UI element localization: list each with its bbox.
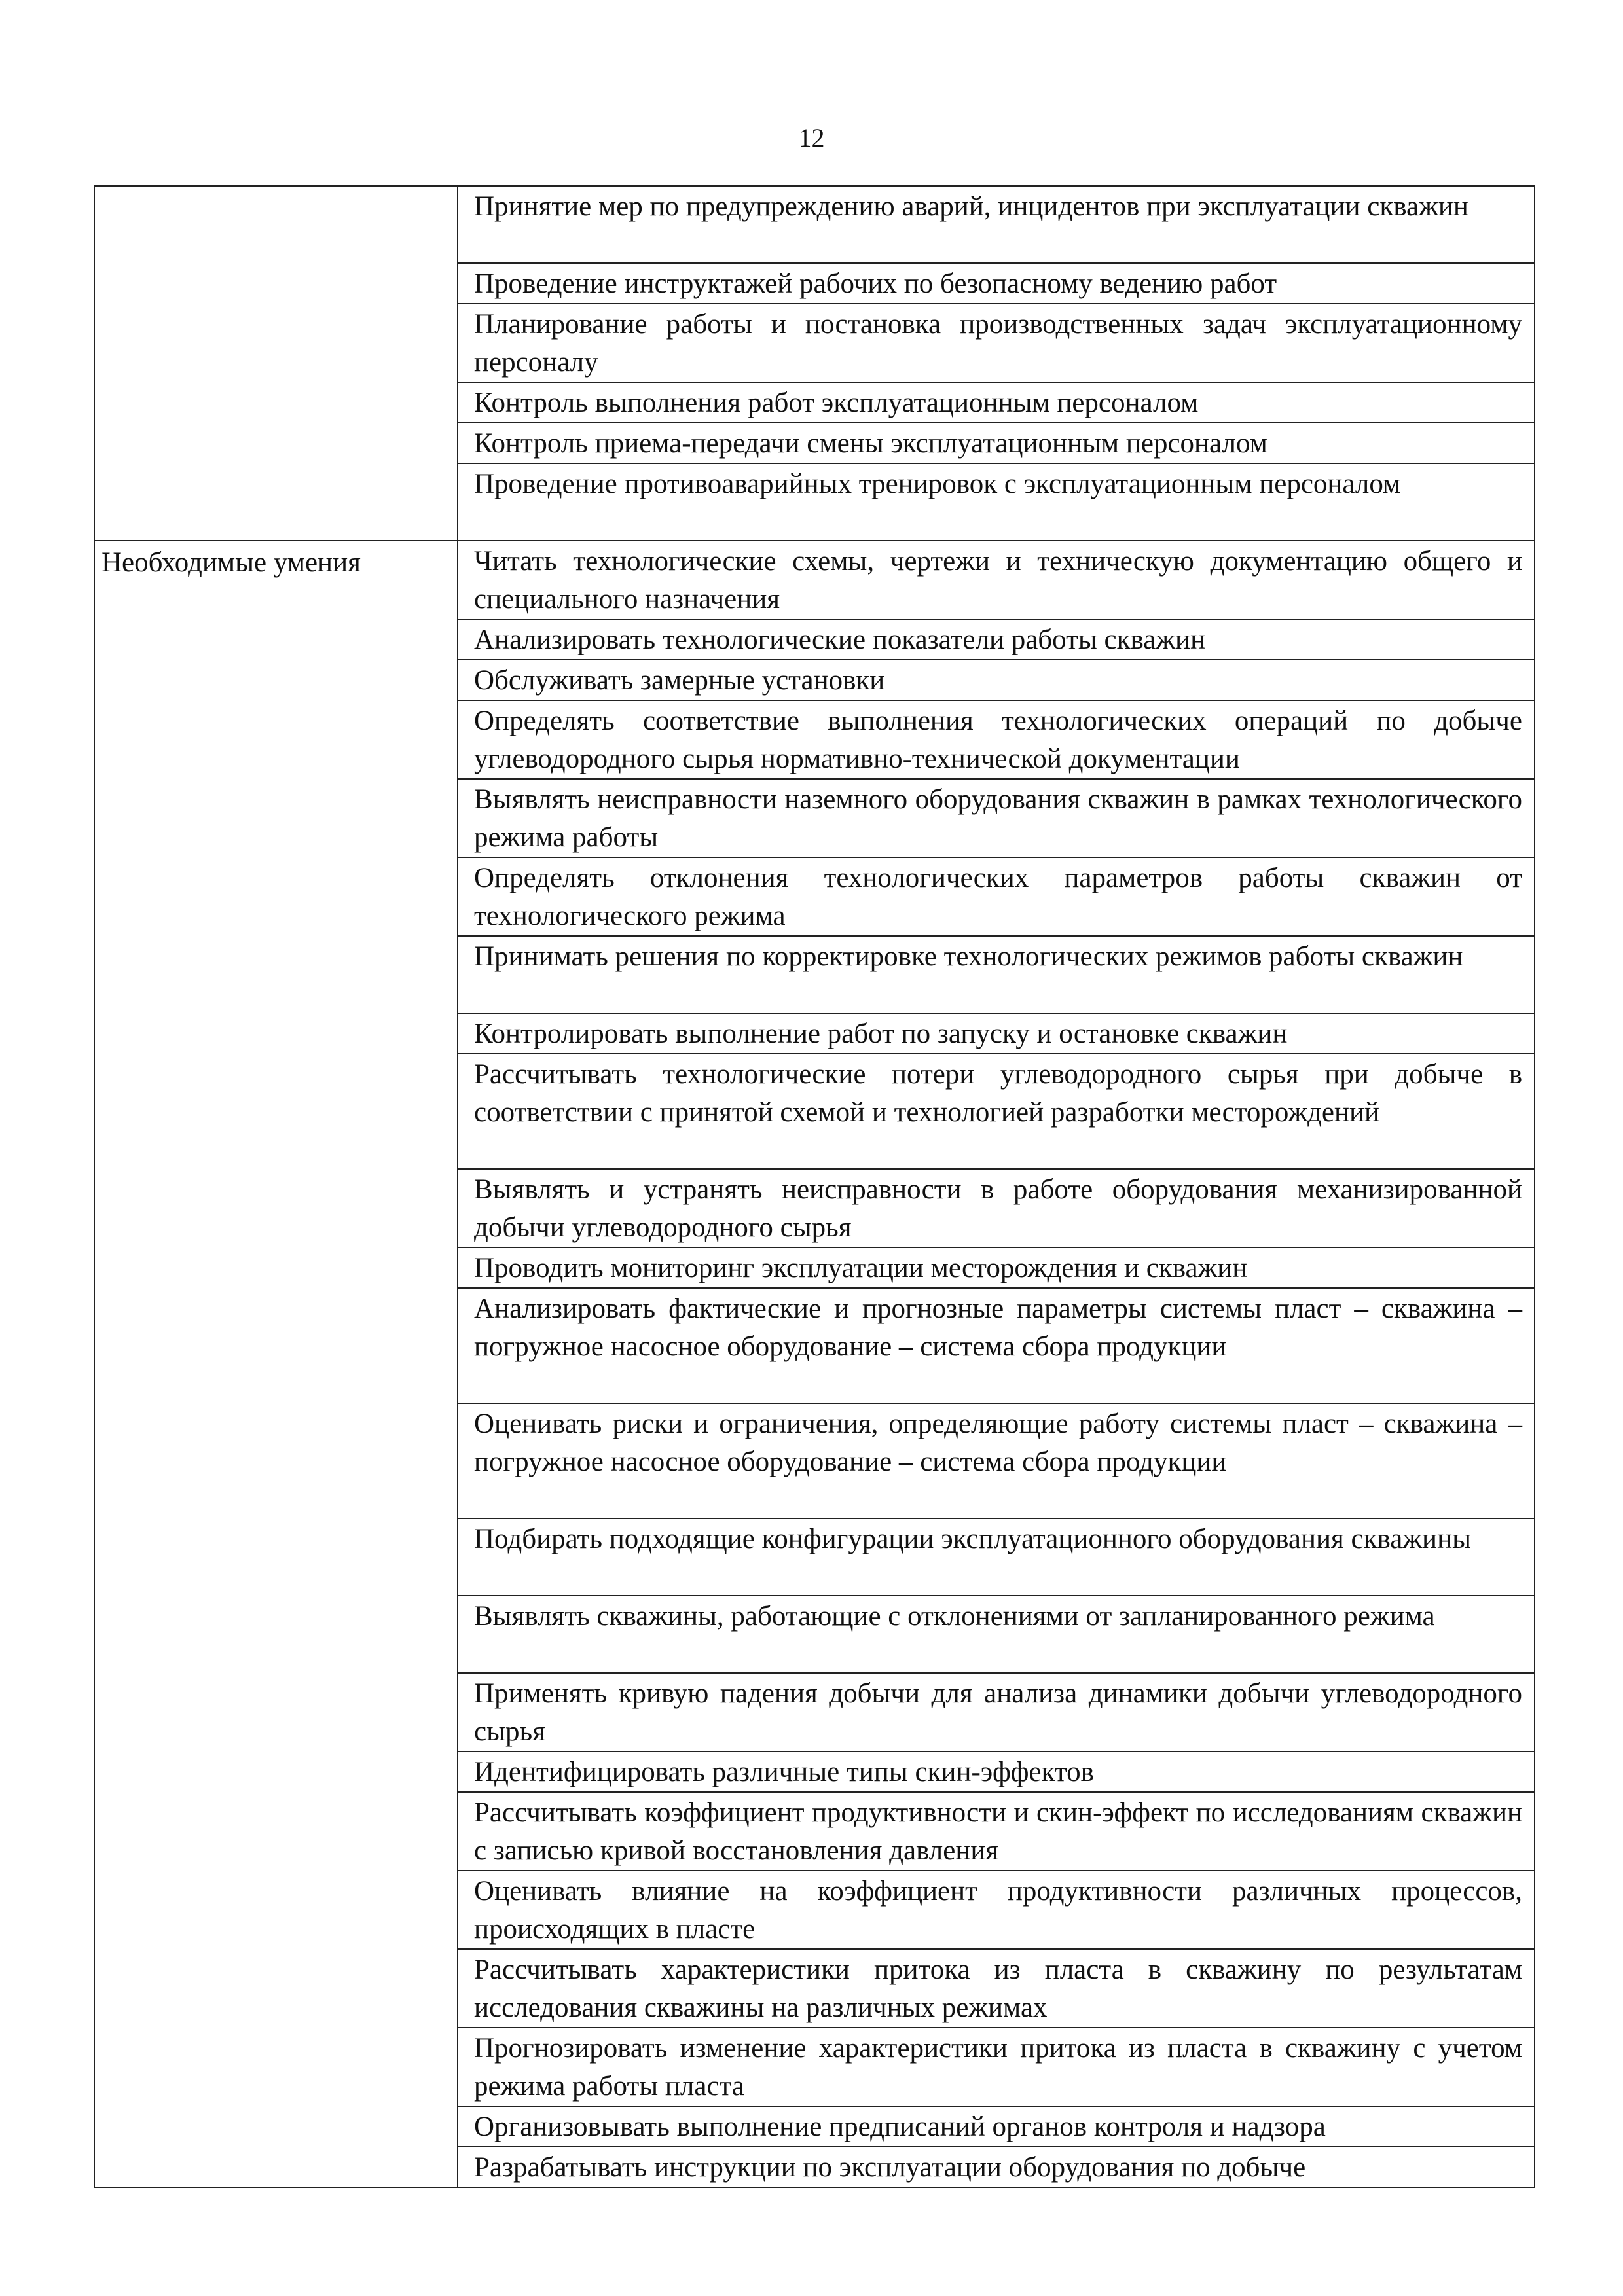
table-row: Обслуживать замерные установки: [458, 660, 1535, 700]
page-number: 12: [798, 123, 825, 152]
table-row: Оценивать влияние на коэффициент продуктивности различных процессов, происходящих в пласте: [458, 1871, 1535, 1949]
competency-table: [94, 185, 1535, 2188]
table-row: Оценивать риски и ограничения, определяющие работу системы пласт – скважина – погружное насосное оборудование – система сбора продукции: [458, 1403, 1535, 1518]
table-row: Анализировать технологические показатели работы скважин: [458, 619, 1535, 660]
table-row: Определять отклонения технологических параметров работы скважин от технологического режима: [458, 857, 1535, 936]
table-row: Рассчитывать технологические потери углеводородного сырья при добыче в соответствии с принятой схемой и технологией разработки месторождений: [458, 1054, 1535, 1169]
table-row: Подбирать подходящие конфигурации эксплуатационного оборудования скважины: [458, 1518, 1535, 1596]
table-row: Идентифицировать различные типы скин-эффектов: [458, 1751, 1535, 1792]
table-row: Принятие мер по предупреждению аварий, инцидентов при эксплуатации скважин: [458, 186, 1535, 263]
table-row: Выявлять и устранять неисправности в работе оборудования механизированной добычи углеводородного сырья: [458, 1169, 1535, 1247]
table-row: Рассчитывать характеристики притока из пласта в скважину по результатам исследования скважины на различных режимах: [458, 1949, 1535, 2028]
table-row: Контроль выполнения работ эксплуатационным персоналом: [458, 382, 1535, 423]
table-row: Проведение противоаварийных тренировок с эксплуатационным персоналом: [458, 463, 1535, 541]
table-row: Разрабатывать инструкции по эксплуатации оборудования по добыче: [458, 2147, 1535, 2187]
empty-label-cell: [94, 186, 458, 541]
table-row: Проведение инструктажей рабочих по безопасному ведению работ: [458, 263, 1535, 304]
skills-label: Необходимые умения: [94, 541, 458, 2187]
table-row: Определять соответствие выполнения технологических операций по добыче углеводородного сырья нормативно-технической документации: [458, 700, 1535, 779]
table-row: Выявлять скважины, работающие с отклонениями от запланированного режима: [458, 1596, 1535, 1673]
table-row: Читать технологические схемы, чертежи и техническую документацию общего и специального назначения: [458, 541, 1535, 619]
table-row: Применять кривую падения добычи для анализа динамики добычи углеводородного сырья: [458, 1673, 1535, 1751]
table-row: Планирование работы и постановка производственных задач эксплуатационному персоналу: [458, 304, 1535, 382]
table-row: Анализировать фактические и прогнозные параметры системы пласт – скважина – погружное насосное оборудование – система сбора продукции: [458, 1288, 1535, 1403]
table-row: Контролировать выполнение работ по запуску и остановке скважин: [458, 1013, 1535, 1054]
table-row: Принимать решения по корректировке технологических режимов работы скважин: [458, 936, 1535, 1013]
table-row: Организовывать выполнение предписаний органов контроля и надзора: [458, 2106, 1535, 2147]
table-row: Проводить мониторинг эксплуатации месторождения и скважин: [458, 1247, 1535, 1288]
table-row: Выявлять неисправности наземного оборудования скважин в рамках технологического режима работы: [458, 779, 1535, 857]
table-row: Контроль приема-передачи смены эксплуатационным персоналом: [458, 423, 1535, 463]
table-row: Прогнозировать изменение характеристики притока из пласта в скважину с учетом режима работы пласта: [458, 2028, 1535, 2106]
table-row: Рассчитывать коэффициент продуктивности и скин-эффект по исследованиям скважин с записью кривой восстановления давления: [458, 1792, 1535, 1871]
